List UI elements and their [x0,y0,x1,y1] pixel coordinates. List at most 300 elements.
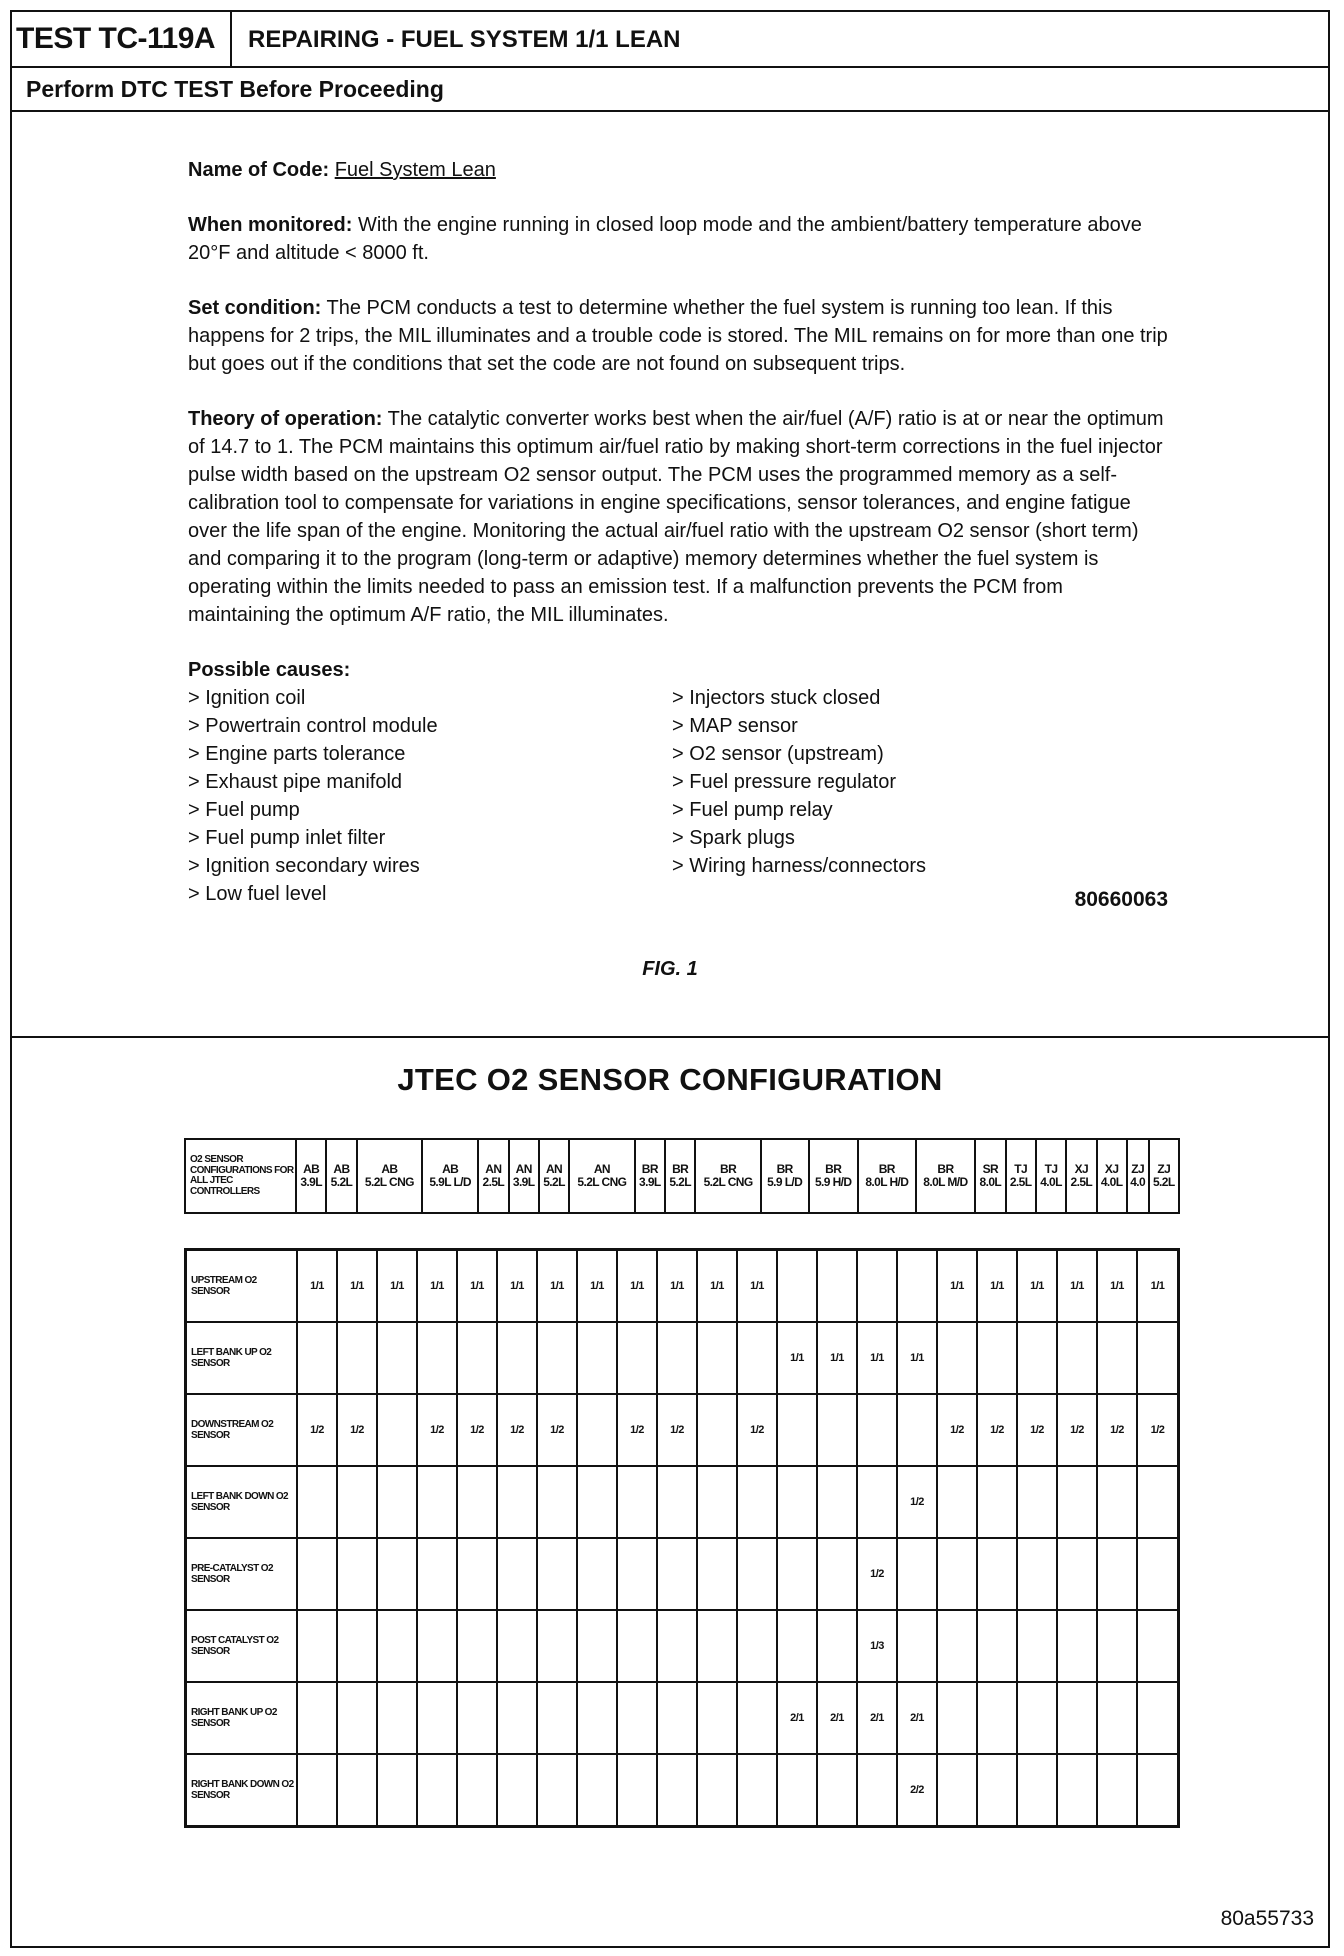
column-header [1127,1139,1149,1213]
column-header [1149,1139,1179,1213]
sensor-cell: 1/1 [497,1250,537,1323]
sensor-cell [1137,1610,1179,1682]
sensor-cell [377,1466,417,1538]
column-spec: 2.5L [1070,1175,1093,1189]
sensor-cell [1137,1682,1179,1754]
sensor-cell: 1/1 [897,1322,937,1394]
sensor-cell [897,1538,937,1610]
sensor-cell: 1/1 [1017,1250,1057,1323]
figure-code-1: 80660063 [1074,888,1168,911]
possible-causes-label: Possible causes: [188,659,351,681]
sensor-cell [577,1322,617,1394]
column-header [478,1139,508,1213]
column-spec: 5.2L CNG [577,1175,627,1189]
sensor-cell [657,1322,697,1394]
column-header [975,1139,1005,1213]
sensor-cell [377,1538,417,1610]
sensor-cell: 1/2 [1137,1394,1179,1466]
cause-item: > Fuel pump inlet filter [188,827,386,849]
sensor-cell [937,1466,977,1538]
sensor-cell [377,1394,417,1466]
cause-item: > MAP sensor [672,715,798,737]
sensor-cell: 1/2 [297,1394,337,1466]
sensor-cell [1057,1322,1097,1394]
sensor-cell [977,1682,1017,1754]
causes-right-column [672,684,926,880]
figure-label: FIG. 1 [642,958,698,980]
config-corner-label: O2 SENSOR CONFIGURATIONS FOR ALL JTEC CONTROLLERS [185,1139,296,1213]
when-monitored-label: When monitored: [188,214,353,236]
column-model: AB [381,1162,398,1176]
column-model: SR [982,1162,999,1176]
column-model: AB [442,1162,459,1176]
sensor-cell: 2/1 [897,1682,937,1754]
service-manual-page [10,10,1330,1948]
sensor-cell [617,1466,657,1538]
column-header [296,1139,326,1213]
cause-item: > Ignition coil [188,687,306,709]
code-info-section [12,112,1328,1038]
sensor-cell [537,1538,577,1610]
sensor-cell: 1/3 [857,1610,897,1682]
sensor-cell [937,1682,977,1754]
column-spec: 2.5L [482,1175,505,1189]
sensor-row-label: PRE-CATALYST O2 SENSOR [186,1538,298,1610]
sensor-cell: 1/2 [337,1394,377,1466]
sensor-cell [457,1322,497,1394]
sensor-cell: 1/2 [937,1394,977,1466]
sensor-cell [1057,1610,1097,1682]
sensor-row [186,1394,1179,1466]
sensor-cell: 1/1 [777,1322,817,1394]
sensor-cell: 1/1 [1057,1250,1097,1323]
sensor-cell: 1/1 [697,1250,737,1323]
column-header [1006,1139,1036,1213]
sensor-cell [577,1610,617,1682]
sensor-cell [697,1610,737,1682]
sensor-cell [297,1322,337,1394]
sensor-cell [1017,1466,1057,1538]
sensor-cell [737,1538,777,1610]
sensor-cell [897,1250,937,1323]
cause-item: > Low fuel level [188,883,327,905]
sensor-cell [697,1466,737,1538]
sensor-cell: 1/1 [977,1250,1017,1323]
sensor-cell [617,1538,657,1610]
theory-of-operation [188,405,1168,629]
sensor-cell: 1/2 [897,1466,937,1538]
sensor-cell [977,1610,1017,1682]
config-title: JTEC O2 SENSOR CONFIGURATION [397,1062,943,1097]
sensor-cell: 1/2 [657,1394,697,1466]
column-header [695,1139,760,1213]
sensor-cell [1137,1538,1179,1610]
sensor-cell [497,1466,537,1538]
sensor-cell [537,1682,577,1754]
column-header [809,1139,858,1213]
sensor-cell [697,1754,737,1827]
column-spec: 3.9L [512,1175,535,1189]
sensor-cell: 2/1 [777,1682,817,1754]
sensor-cell [617,1754,657,1827]
column-header [916,1139,975,1213]
column-model: ZJ [1131,1162,1145,1176]
sensor-cell [1017,1610,1057,1682]
sensor-cell [1097,1322,1137,1394]
name-of-code-label: Name of Code: [188,159,330,181]
when-monitored [188,211,1168,267]
test-header [12,12,1328,68]
sensor-cell: 1/2 [417,1394,457,1466]
sensor-cell [857,1466,897,1538]
sensor-cell: 1/1 [937,1250,977,1323]
sensor-cell [1097,1682,1137,1754]
sensor-cell [537,1322,577,1394]
column-spec: 5.2L [543,1175,565,1189]
sensor-cell [857,1250,897,1323]
set-condition [188,294,1168,378]
sensor-row-label: UPSTREAM O2 SENSOR [186,1250,298,1323]
sensor-cell [1017,1322,1057,1394]
sensor-cell [777,1466,817,1538]
sensor-cell [417,1610,457,1682]
sensor-row-label: LEFT BANK UP O2 SENSOR [186,1322,298,1394]
sensor-cell: 1/2 [857,1538,897,1610]
when-monitored-text: With the engine running in closed loop mode and the ambient/battery temperature above 20°F and altitude < 8000 ft. [188,214,1142,264]
sensor-cell [457,1610,497,1682]
sensor-cell [377,1610,417,1682]
sensor-cell [1137,1754,1179,1827]
sensor-cell [737,1754,777,1827]
sensor-cell: 1/1 [377,1250,417,1323]
sensor-cell [1017,1754,1057,1827]
sensor-cell [1057,1538,1097,1610]
sensor-cell: 1/1 [737,1250,777,1323]
sensor-cell [737,1466,777,1538]
column-header [635,1139,665,1213]
sensor-cell [417,1754,457,1827]
sensor-cell: 1/2 [537,1394,577,1466]
column-header [422,1139,478,1213]
sensor-row [186,1682,1179,1754]
column-spec: 4.0L [1100,1175,1123,1189]
sensor-cell: 1/1 [1097,1250,1137,1323]
column-spec: 4.0 [1130,1175,1146,1189]
column-model: ZJ [1157,1162,1171,1176]
sensor-cell [697,1682,737,1754]
column-spec: 8.0L [979,1175,1002,1189]
sensor-row-label: POST CATALYST O2 SENSOR [186,1610,298,1682]
sensor-cell [1017,1538,1057,1610]
sensor-row [186,1754,1179,1827]
sensor-cell [337,1754,377,1827]
sensor-cell [977,1466,1017,1538]
sensor-cell [497,1754,537,1827]
sensor-cell [697,1322,737,1394]
name-of-code-value: Fuel System Lean [334,159,496,181]
sensor-cell [457,1466,497,1538]
sensor-cell [457,1682,497,1754]
sensor-cell [377,1682,417,1754]
cause-item: > Injectors stuck closed [672,687,881,709]
sensor-cell [537,1466,577,1538]
sensor-cell [897,1610,937,1682]
sensor-cell: 1/1 [417,1250,457,1323]
sensor-cell [697,1394,737,1466]
column-header [1036,1139,1066,1213]
column-header [665,1139,695,1213]
sensor-cell [617,1322,657,1394]
column-model: BR [776,1162,793,1176]
test-title: REPAIRING - FUEL SYSTEM 1/1 LEAN [248,26,681,53]
sensor-cell [577,1466,617,1538]
column-header [357,1139,422,1213]
sensor-cell [737,1610,777,1682]
sensor-cell [817,1610,857,1682]
sensor-cell [417,1466,457,1538]
cause-item: > Spark plugs [672,827,795,849]
column-spec: 8.0L H/D [865,1175,909,1189]
cause-item: > O2 sensor (upstream) [672,743,884,765]
causes-left-column [188,684,438,908]
column-spec: 4.0L [1040,1175,1062,1189]
sensor-cell [817,1394,857,1466]
sensor-cell [657,1682,697,1754]
sensor-cell [417,1538,457,1610]
sensor-cell: 1/2 [977,1394,1017,1466]
column-model: BR [878,1162,895,1176]
sensor-cell [337,1322,377,1394]
column-model: BR [937,1162,954,1176]
column-model: TJ [1044,1162,1058,1176]
sensor-cell: 1/2 [617,1394,657,1466]
column-spec: 5.9L L/D [429,1175,471,1189]
sensor-cell [577,1538,617,1610]
sensor-cell [977,1538,1017,1610]
sensor-row-label: LEFT BANK DOWN O2 SENSOR [186,1466,298,1538]
set-condition-text: The PCM conducts a test to determine whether the fuel system is running too lean. If this happens for 2 trips, the MIL illuminates and a trouble code is stored. The MIL remains on for more than one trip but goes out if the conditions that set the code are not found on subsequent trips. [188,297,1168,375]
sensor-cell [1017,1682,1057,1754]
test-id: TEST TC-119A [12,12,232,66]
sensor-cell [857,1394,897,1466]
column-header [509,1139,539,1213]
sensor-cell [817,1466,857,1538]
sensor-cell [937,1610,977,1682]
column-model: AN [593,1162,610,1176]
possible-causes-list [188,684,1168,914]
sensor-cell [1097,1610,1137,1682]
cause-item: > Exhaust pipe manifold [188,771,403,793]
sensor-cell: 1/1 [817,1322,857,1394]
sensor-cell [497,1322,537,1394]
sensor-cell [1057,1682,1097,1754]
column-model: TJ [1014,1162,1028,1176]
column-model: AN [515,1162,532,1176]
sensor-cell [297,1610,337,1682]
sensor-cell [337,1610,377,1682]
column-header [326,1139,356,1213]
sensor-cell [937,1754,977,1827]
column-header [858,1139,916,1213]
cause-item: > Fuel pump relay [672,799,833,821]
column-spec: 5.9 L/D [767,1175,803,1189]
column-spec: 8.0L M/D [923,1175,968,1189]
config-header-row [185,1139,1179,1213]
cause-item: > Wiring harness/connectors [672,855,927,877]
sensor-cell [417,1322,457,1394]
set-condition-label: Set condition: [188,297,322,319]
sensor-cell [297,1754,337,1827]
sensor-cell [817,1538,857,1610]
sensor-cell: 1/1 [577,1250,617,1323]
code-info-content [188,156,1168,914]
sensor-cell [577,1682,617,1754]
sensor-cell: 1/2 [737,1394,777,1466]
sensor-cell [537,1754,577,1827]
column-spec: 5.2L CNG [703,1175,753,1189]
sensor-cell [337,1466,377,1538]
sensor-cell [777,1250,817,1323]
sensor-cell [457,1538,497,1610]
column-header [761,1139,809,1213]
sensor-cell [337,1682,377,1754]
sensor-cell: 1/1 [297,1250,337,1323]
sensor-cell: 2/2 [897,1754,937,1827]
column-model: BR [825,1162,842,1176]
theory-text: The catalytic converter works best when the air/fuel (A/F) ratio is at or near the optimum of 14.7 to 1. The PCM maintains this optimum air/fuel ratio by making short-term corrections in the fuel injector pulse width based on the upstream O2 sensor output. The PCM uses the programmed memory as a self-calibration tool to compensate for variations in engine specifications, sensor tolerances, and engine fatigue over the life span of the engine. Monitoring the actual air/fuel ratio with the upstream O2 sensor (short term) and comparing it to the program (long-term or adaptive) memory determines whether the fuel system is operating within the limits needed to pass an emission test. If a malfunction prevents the PCM from maintaining the optimum A/F ratio, the MIL illuminates. [188,408,1164,626]
sensor-cell [617,1682,657,1754]
sensor-cell [377,1754,417,1827]
column-model: XJ [1104,1162,1119,1176]
column-spec: 5.2L [1152,1175,1175,1189]
sensor-cell [617,1610,657,1682]
column-header [1097,1139,1127,1213]
sensor-cell [537,1610,577,1682]
cause-item: > Powertrain control module [188,715,438,737]
column-header [569,1139,634,1213]
column-spec: 5.2L [330,1175,353,1189]
sensor-row [186,1538,1179,1610]
sensor-cell [657,1538,697,1610]
sensor-row [186,1466,1179,1538]
cause-item: > Fuel pressure regulator [672,771,897,793]
sensor-row [186,1322,1179,1394]
sensor-cell [977,1754,1017,1827]
column-model: AN [485,1162,502,1176]
sensor-cell [657,1754,697,1827]
sensor-cell [777,1754,817,1827]
column-spec: 5.9 H/D [814,1175,852,1189]
sensor-cell: 1/2 [457,1394,497,1466]
sensor-cell [937,1322,977,1394]
sensor-cell [1057,1754,1097,1827]
sensor-cell [417,1682,457,1754]
config-header-table [184,1138,1180,1214]
sensor-row-label: RIGHT BANK DOWN O2 SENSOR [186,1754,298,1827]
sensor-cell [657,1466,697,1538]
sensor-cell: 1/2 [1057,1394,1097,1466]
sensor-cell [297,1466,337,1538]
column-model: XJ [1074,1162,1089,1176]
theory-label: Theory of operation: [188,408,383,430]
sensor-cell [1137,1322,1179,1394]
column-model: BR [720,1162,737,1176]
column-model: BR [641,1162,658,1176]
sensor-cell [457,1754,497,1827]
sensor-cell: 1/2 [1017,1394,1057,1466]
sensor-cell: 2/1 [857,1682,897,1754]
sensor-cell [497,1682,537,1754]
sensor-cell [777,1394,817,1466]
sensor-cell [337,1538,377,1610]
column-spec: 3.9L [639,1175,661,1189]
sensor-cell [577,1754,617,1827]
figure-code-2: 80a55733 [1220,1907,1314,1930]
column-spec: 3.9L [300,1175,322,1189]
sensor-cell [497,1538,537,1610]
sensor-cell [1097,1466,1137,1538]
column-spec: 2.5L [1009,1175,1032,1189]
sensor-cell [737,1322,777,1394]
sensor-cell: 1/2 [497,1394,537,1466]
sensor-cell [577,1394,617,1466]
sensor-cell: 1/1 [657,1250,697,1323]
sensor-cell [497,1610,537,1682]
sensor-cell [777,1610,817,1682]
sensor-cell [1097,1754,1137,1827]
sensor-cell [1097,1538,1137,1610]
cause-item: > Engine parts tolerance [188,743,406,765]
column-spec: 5.2L CNG [364,1175,414,1189]
sensor-row-label: DOWNSTREAM O2 SENSOR [186,1394,298,1466]
sensor-row-label: RIGHT BANK UP O2 SENSOR [186,1682,298,1754]
column-model: BR [672,1162,689,1176]
sensor-cell [977,1322,1017,1394]
sensor-cell: 1/1 [537,1250,577,1323]
cause-item: > Fuel pump [188,799,300,821]
column-model: AB [303,1162,320,1176]
sensor-cell: 1/1 [337,1250,377,1323]
sensor-cell [817,1754,857,1827]
sensor-cell [857,1754,897,1827]
cause-item: > Ignition secondary wires [188,855,420,877]
sensor-cell [297,1538,337,1610]
sensor-cell: 1/1 [857,1322,897,1394]
sensor-cell: 1/1 [1137,1250,1179,1323]
sensor-row [186,1250,1179,1323]
column-model: AN [545,1162,563,1176]
sensor-cell [777,1538,817,1610]
name-of-code [188,156,1168,184]
sensor-cell: 2/1 [817,1682,857,1754]
sensor-cell [937,1538,977,1610]
sensor-cell [657,1610,697,1682]
sensor-cell [737,1682,777,1754]
sensor-cell: 1/1 [457,1250,497,1323]
sensor-cell [1057,1466,1097,1538]
column-spec: 5.2L [669,1175,691,1189]
config-body-table [184,1248,1180,1828]
column-header [1066,1139,1096,1213]
sensor-row [186,1610,1179,1682]
sensor-cell [1137,1466,1179,1538]
sensor-cell: 1/1 [617,1250,657,1323]
test-subtitle: Perform DTC TEST Before Proceeding [12,68,1328,112]
column-header [539,1139,569,1213]
sensor-cell [817,1250,857,1323]
sensor-cell [897,1394,937,1466]
sensor-config-section [12,1038,1328,1948]
